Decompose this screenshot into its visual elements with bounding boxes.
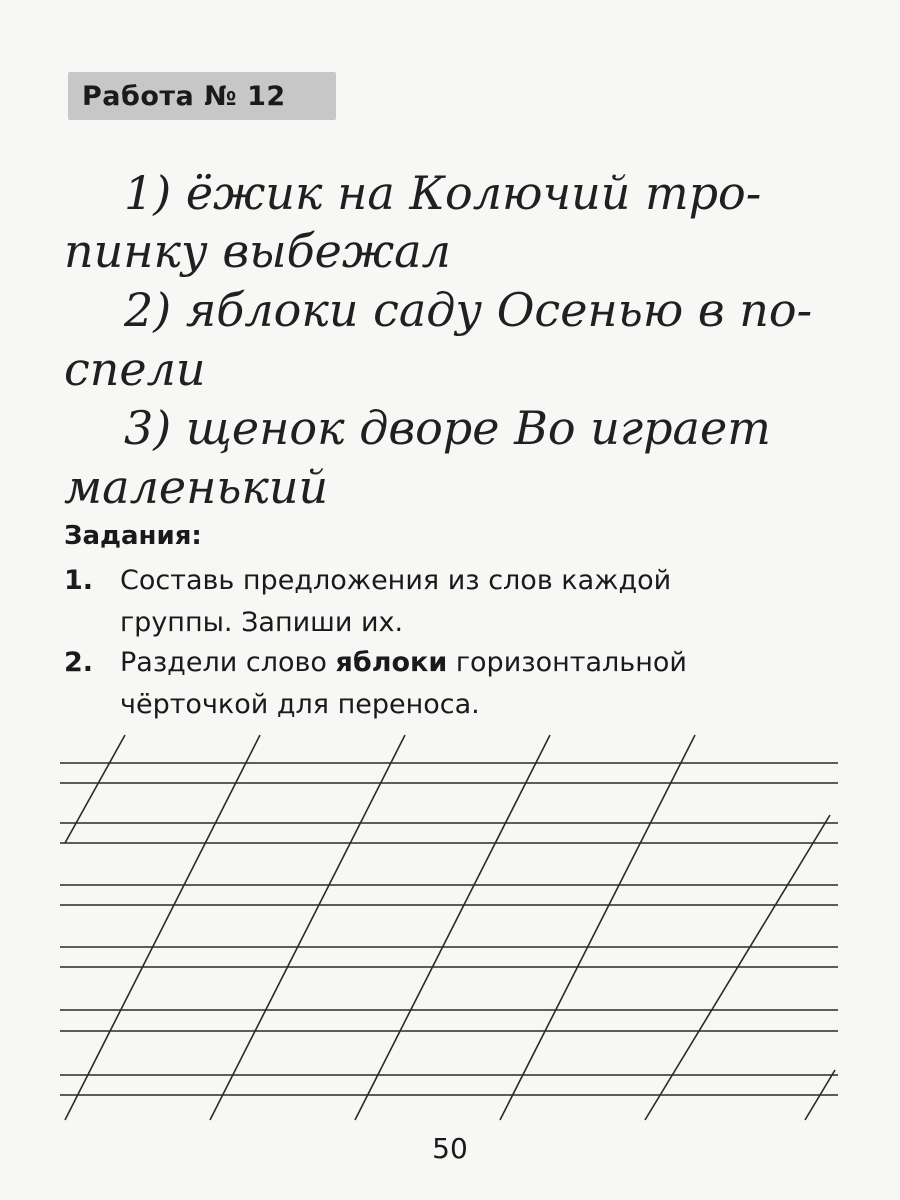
- sentence-1-line-1: 1) ёжик на Колючий тро-: [124, 166, 762, 220]
- slant-line: [65, 735, 125, 843]
- sentence-1-line-2: пинку выбежал: [64, 224, 451, 278]
- task-text-line: [120, 642, 840, 684]
- sentence-2-line-2: спели: [64, 342, 206, 396]
- task-text-segment: Раздели слово: [120, 647, 336, 678]
- page-number: 50: [432, 1132, 468, 1165]
- sentence-3-line-2: маленький: [64, 460, 329, 514]
- task-text-line: Составь предложения из слов каждой: [120, 565, 672, 596]
- page-title: Работа № 12: [68, 72, 336, 120]
- task-text-line: группы. Запиши их.: [120, 607, 404, 638]
- slant-line: [65, 735, 260, 1120]
- slant-line: [210, 735, 405, 1120]
- task-item-2: [64, 642, 840, 726]
- task-number: 2.: [64, 647, 94, 678]
- task-text-segment: горизонтальной: [447, 647, 687, 678]
- sentence-3-line-1: 3) щенок дворе Во играет: [124, 401, 771, 455]
- tasks-heading: Задания:: [64, 521, 202, 551]
- task-number: 1.: [64, 565, 94, 596]
- task-item-1: [64, 560, 840, 644]
- task-text-line: чёрточкой для переноса.: [120, 689, 480, 720]
- sentence-2-line-1: 2) яблоки саду Осенью в по-: [124, 283, 813, 337]
- keyword-bold: яблоки: [335, 647, 448, 678]
- slant-line: [355, 735, 550, 1120]
- handwriting-practice-grid[interactable]: [60, 725, 845, 1125]
- slant-line: [500, 735, 695, 1120]
